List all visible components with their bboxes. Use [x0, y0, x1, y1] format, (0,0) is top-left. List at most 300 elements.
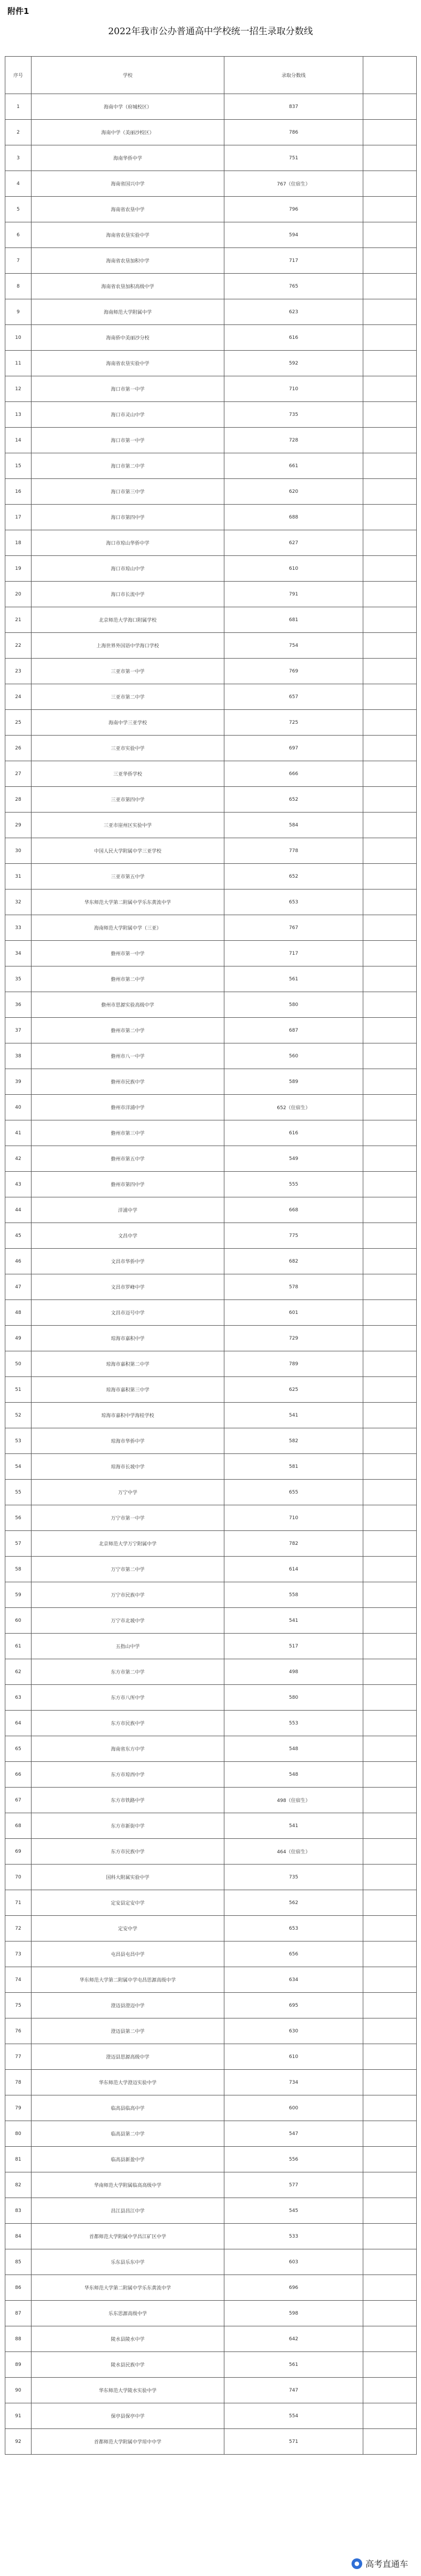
row-index: 33 — [5, 915, 32, 941]
cutoff-score: 778 — [224, 838, 363, 864]
table-row — [5, 1582, 417, 1608]
table-row — [5, 1762, 417, 1788]
cutoff-score: 598 — [224, 2301, 363, 2326]
cutoff-score: 561 — [224, 966, 363, 992]
school-name: 海口市第四中学 — [32, 505, 224, 530]
table-row — [5, 325, 417, 351]
cutoff-score: 616 — [224, 1120, 363, 1146]
school-name: 海南省农垦实验中学 — [32, 351, 224, 376]
table-row — [5, 1095, 417, 1120]
row-index: 22 — [5, 633, 32, 659]
row-note — [363, 1711, 417, 1736]
table-row — [5, 633, 417, 659]
row-note — [363, 556, 417, 582]
row-note — [363, 1531, 417, 1557]
row-note — [363, 582, 417, 607]
cutoff-score: 541 — [224, 1608, 363, 1634]
row-index: 67 — [5, 1788, 32, 1813]
table-row — [5, 556, 417, 582]
school-name: 东方市民族中学 — [32, 1839, 224, 1865]
school-name: 中国人民大学附属中学三亚学校 — [32, 838, 224, 864]
cutoff-score: 601 — [224, 1300, 363, 1326]
row-index: 2 — [5, 120, 32, 145]
cutoff-score: 561 — [224, 2352, 363, 2378]
annex-label: 附件1 — [7, 6, 29, 16]
cutoff-score: 600 — [224, 2095, 363, 2121]
table-row — [5, 428, 417, 453]
row-index: 46 — [5, 1249, 32, 1274]
row-index: 45 — [5, 1223, 32, 1249]
table-row — [5, 992, 417, 1018]
table-row — [5, 1403, 417, 1428]
school-name: 首都师范大学附属中学琼中中学 — [32, 2429, 224, 2455]
score-table — [5, 56, 417, 2455]
row-index: 17 — [5, 505, 32, 530]
row-index: 90 — [5, 2378, 32, 2403]
row-index: 74 — [5, 1967, 32, 1993]
table-row — [5, 2249, 417, 2275]
table-row — [5, 1813, 417, 1839]
cutoff-score: 751 — [224, 145, 363, 171]
school-name: 琼海市嘉积中学 — [32, 1326, 224, 1351]
school-name: 琼海市嘉积第三中学 — [32, 1377, 224, 1403]
table-row — [5, 1197, 417, 1223]
row-index: 30 — [5, 838, 32, 864]
row-index: 86 — [5, 2275, 32, 2301]
row-note — [363, 2378, 417, 2403]
row-note — [363, 1403, 417, 1428]
row-note — [363, 1197, 417, 1223]
cutoff-score: 558 — [224, 1582, 363, 1608]
school-name: 华东师范大学澄迈实验中学 — [32, 2070, 224, 2095]
table-row — [5, 1274, 417, 1300]
school-name: 海南华侨中学 — [32, 145, 224, 171]
school-name: 东方市民族中学 — [32, 1711, 224, 1736]
cutoff-score: 791 — [224, 582, 363, 607]
table-row — [5, 1967, 417, 1993]
row-note — [363, 1608, 417, 1634]
row-index: 75 — [5, 1993, 32, 2018]
row-note — [363, 274, 417, 299]
row-index: 10 — [5, 325, 32, 351]
row-note — [363, 479, 417, 505]
school-name: 儋州市思源实验高级中学 — [32, 992, 224, 1018]
school-name: 儋州市第四中学 — [32, 1172, 224, 1197]
row-note — [363, 710, 417, 736]
table-row — [5, 2044, 417, 2070]
header-school: 学校 — [32, 57, 224, 94]
cutoff-score: 517 — [224, 1634, 363, 1659]
row-note — [363, 1993, 417, 2018]
school-name: 海口市长流中学 — [32, 582, 224, 607]
school-name: 华东师范大学第二附属中学乐东黄流中学 — [32, 889, 224, 915]
school-name: 儋州市洋浦中学 — [32, 1095, 224, 1120]
table-row — [5, 1993, 417, 2018]
school-name: 文昌市迈号中学 — [32, 1300, 224, 1326]
watermark — [348, 2556, 411, 2571]
cutoff-score: 541 — [224, 1403, 363, 1428]
row-index: 47 — [5, 1274, 32, 1300]
table-row — [5, 1557, 417, 1582]
row-note — [363, 2352, 417, 2378]
table-row — [5, 1941, 417, 1967]
table-row — [5, 2172, 417, 2198]
cutoff-score: 710 — [224, 1505, 363, 1531]
school-name: 琼海市嘉积第二中学 — [32, 1351, 224, 1377]
row-index: 65 — [5, 1736, 32, 1762]
table-row — [5, 2378, 417, 2403]
school-name: 三亚市第五中学 — [32, 864, 224, 889]
row-index: 12 — [5, 376, 32, 402]
table-row — [5, 966, 417, 992]
cutoff-score: 652（住宿生） — [224, 1095, 363, 1120]
row-index: 61 — [5, 1634, 32, 1659]
row-index: 42 — [5, 1146, 32, 1172]
table-row — [5, 120, 417, 145]
row-note — [363, 607, 417, 633]
table-row — [5, 2403, 417, 2429]
school-name: 万宁市第二中学 — [32, 1557, 224, 1582]
row-index: 68 — [5, 1813, 32, 1839]
row-note — [363, 1505, 417, 1531]
row-note — [363, 1377, 417, 1403]
row-index: 54 — [5, 1454, 32, 1480]
cutoff-score: 666 — [224, 761, 363, 787]
row-note — [363, 736, 417, 761]
row-index: 24 — [5, 684, 32, 710]
row-index: 4 — [5, 171, 32, 197]
school-name: 屯昌县屯昌中学 — [32, 1941, 224, 1967]
school-name: 澄迈县思源高级中学 — [32, 2044, 224, 2070]
row-note — [363, 2070, 417, 2095]
table-row — [5, 2198, 417, 2224]
row-note — [363, 1018, 417, 1043]
row-note — [363, 1249, 417, 1274]
table-row — [5, 2326, 417, 2352]
row-note — [363, 1146, 417, 1172]
row-index: 27 — [5, 761, 32, 787]
school-name: 海口市琼山华侨中学 — [32, 530, 224, 556]
row-note — [363, 787, 417, 813]
row-note — [363, 966, 417, 992]
cutoff-score: 571 — [224, 2429, 363, 2455]
cutoff-score: 498（住宿生） — [224, 1788, 363, 1813]
cutoff-score: 623 — [224, 299, 363, 325]
school-name: 临高县第二中学 — [32, 2121, 224, 2147]
row-note — [363, 1762, 417, 1788]
cutoff-score: 725 — [224, 710, 363, 736]
table-row — [5, 1069, 417, 1095]
row-note — [363, 2121, 417, 2147]
row-index: 84 — [5, 2224, 32, 2249]
table-row — [5, 1454, 417, 1480]
row-index: 8 — [5, 274, 32, 299]
row-note — [363, 145, 417, 171]
row-index: 91 — [5, 2403, 32, 2429]
table-row — [5, 761, 417, 787]
school-name: 海口市第一中学 — [32, 428, 224, 453]
school-name: 昌江县昌江中学 — [32, 2198, 224, 2224]
row-note — [363, 1813, 417, 1839]
school-name: 三亚市崖州区实验中学 — [32, 813, 224, 838]
school-name: 海南省农垦中学 — [32, 197, 224, 222]
row-index: 77 — [5, 2044, 32, 2070]
cutoff-score: 630 — [224, 2018, 363, 2044]
school-name: 乐东县乐东中学 — [32, 2249, 224, 2275]
table-row — [5, 2429, 417, 2455]
cutoff-score: 653 — [224, 1916, 363, 1941]
school-name: 海南中学（美丽沙校区） — [32, 120, 224, 145]
cutoff-score: 775 — [224, 1223, 363, 1249]
school-name: 海南省东方中学 — [32, 1736, 224, 1762]
row-note — [363, 761, 417, 787]
table-row — [5, 1120, 417, 1146]
school-name: 琼海市长坡中学 — [32, 1454, 224, 1480]
school-name: 定安中学 — [32, 1916, 224, 1941]
table-row — [5, 2352, 417, 2378]
school-name: 文昌中学 — [32, 1223, 224, 1249]
school-name: 海南中学（府城校区） — [32, 94, 224, 120]
school-name: 华东师范大学第二附属中学屯昌思源高级中学 — [32, 1967, 224, 1993]
school-name: 国科大附属实验中学 — [32, 1865, 224, 1890]
row-index: 9 — [5, 299, 32, 325]
row-index: 28 — [5, 787, 32, 813]
cutoff-score: 562 — [224, 1890, 363, 1916]
row-note — [363, 171, 417, 197]
row-note — [363, 2198, 417, 2224]
row-note — [363, 864, 417, 889]
table-row — [5, 1531, 417, 1557]
row-note — [363, 941, 417, 966]
school-name: 华东师范大学陵水实验中学 — [32, 2378, 224, 2403]
row-note — [363, 1274, 417, 1300]
table-row — [5, 864, 417, 889]
table-row — [5, 505, 417, 530]
cutoff-score: 541 — [224, 1813, 363, 1839]
cutoff-score: 754 — [224, 633, 363, 659]
row-note — [363, 1454, 417, 1480]
table-row — [5, 1326, 417, 1351]
school-name: 五指山中学 — [32, 1634, 224, 1659]
row-note — [363, 2249, 417, 2275]
row-note — [363, 1788, 417, 1813]
table-row — [5, 351, 417, 376]
row-note — [363, 2326, 417, 2352]
table-row — [5, 2224, 417, 2249]
cutoff-score: 549 — [224, 1146, 363, 1172]
row-index: 6 — [5, 222, 32, 248]
table-row — [5, 1351, 417, 1377]
table-row — [5, 1377, 417, 1403]
table-row — [5, 1505, 417, 1531]
school-name: 儋州市第五中学 — [32, 1146, 224, 1172]
cutoff-score: 656 — [224, 1941, 363, 1967]
row-index: 55 — [5, 1480, 32, 1505]
table-row — [5, 684, 417, 710]
row-note — [363, 325, 417, 351]
row-index: 89 — [5, 2352, 32, 2378]
row-note — [363, 2224, 417, 2249]
cutoff-score: 556 — [224, 2147, 363, 2172]
cutoff-score: 584 — [224, 813, 363, 838]
school-name: 临高县新盈中学 — [32, 2147, 224, 2172]
cutoff-score: 688 — [224, 505, 363, 530]
row-note — [363, 838, 417, 864]
table-row — [5, 376, 417, 402]
row-note — [363, 1890, 417, 1916]
row-index: 56 — [5, 1505, 32, 1531]
cutoff-score: 555 — [224, 1172, 363, 1197]
row-index: 40 — [5, 1095, 32, 1120]
school-name: 东方市新街中学 — [32, 1813, 224, 1839]
row-index: 19 — [5, 556, 32, 582]
row-index: 49 — [5, 1326, 32, 1351]
school-name: 海南省农垦加积高级中学 — [32, 274, 224, 299]
cutoff-score: 498 — [224, 1659, 363, 1685]
row-index: 53 — [5, 1428, 32, 1454]
school-name: 万宁市第一中学 — [32, 1505, 224, 1531]
cutoff-score: 545 — [224, 2198, 363, 2224]
cutoff-score: 717 — [224, 941, 363, 966]
cutoff-score: 717 — [224, 248, 363, 274]
table-row — [5, 2070, 417, 2095]
cutoff-score: 767（住宿生） — [224, 171, 363, 197]
table-row — [5, 2147, 417, 2172]
school-name: 儋州市第二中学 — [32, 1018, 224, 1043]
cutoff-score: 655 — [224, 1480, 363, 1505]
car-logo-icon: ● — [352, 2558, 362, 2569]
row-note — [363, 2147, 417, 2172]
header-index: 序号 — [5, 57, 32, 94]
row-index: 25 — [5, 710, 32, 736]
cutoff-score: 837 — [224, 94, 363, 120]
cutoff-score: 582 — [224, 1428, 363, 1454]
row-index: 14 — [5, 428, 32, 453]
cutoff-score: 767 — [224, 915, 363, 941]
table-row — [5, 1428, 417, 1454]
cutoff-score: 734 — [224, 2070, 363, 2095]
school-name: 东方市八所中学 — [32, 1685, 224, 1711]
school-name: 琼海市嘉积中学海桂学校 — [32, 1403, 224, 1428]
row-index: 83 — [5, 2198, 32, 2224]
school-name: 琼海市华侨中学 — [32, 1428, 224, 1454]
school-name: 东方市琼西中学 — [32, 1762, 224, 1788]
row-index: 15 — [5, 453, 32, 479]
school-name: 定安县定安中学 — [32, 1890, 224, 1916]
header-score: 录取分数线 — [224, 57, 363, 94]
cutoff-score: 554 — [224, 2403, 363, 2429]
table-row — [5, 530, 417, 556]
table-row — [5, 2301, 417, 2326]
table-row — [5, 1043, 417, 1069]
row-note — [363, 376, 417, 402]
row-note — [363, 813, 417, 838]
table-row — [5, 838, 417, 864]
cutoff-score: 560 — [224, 1043, 363, 1069]
cutoff-score: 735 — [224, 402, 363, 428]
school-name: 华南师范大学附属临高高级中学 — [32, 2172, 224, 2198]
school-name: 海南省农垦实验中学 — [32, 222, 224, 248]
row-note — [363, 2044, 417, 2070]
row-note — [363, 428, 417, 453]
row-index: 76 — [5, 2018, 32, 2044]
cutoff-score: 589 — [224, 1069, 363, 1095]
school-name: 乐东思源高级中学 — [32, 2301, 224, 2326]
cutoff-score: 577 — [224, 2172, 363, 2198]
table-row — [5, 607, 417, 633]
school-name: 澄迈县第二中学 — [32, 2018, 224, 2044]
cutoff-score: 610 — [224, 556, 363, 582]
row-index: 60 — [5, 1608, 32, 1634]
school-name: 陵水县民族中学 — [32, 2352, 224, 2378]
school-name: 海口市第二中学 — [32, 453, 224, 479]
row-note — [363, 94, 417, 120]
table-row — [5, 1916, 417, 1941]
row-index: 85 — [5, 2249, 32, 2275]
row-index: 44 — [5, 1197, 32, 1223]
row-index: 39 — [5, 1069, 32, 1095]
row-note — [363, 1941, 417, 1967]
table-row — [5, 1890, 417, 1916]
cutoff-score: 581 — [224, 1454, 363, 1480]
row-note — [363, 1865, 417, 1890]
row-note — [363, 351, 417, 376]
table-row — [5, 941, 417, 966]
school-name: 陵水县陵水中学 — [32, 2326, 224, 2352]
cutoff-score: 548 — [224, 1736, 363, 1762]
table-row — [5, 1634, 417, 1659]
table-row — [5, 1172, 417, 1197]
cutoff-score: 765 — [224, 274, 363, 299]
row-note — [363, 1223, 417, 1249]
table-row — [5, 1223, 417, 1249]
row-note — [363, 120, 417, 145]
row-note — [363, 1736, 417, 1762]
school-name: 海南侨中美丽沙分校 — [32, 325, 224, 351]
table-row — [5, 1146, 417, 1172]
school-name: 上海世界外国语中学海口学校 — [32, 633, 224, 659]
row-note — [363, 1557, 417, 1582]
row-note — [363, 2429, 417, 2455]
row-index: 79 — [5, 2095, 32, 2121]
table-row — [5, 94, 417, 120]
row-note — [363, 505, 417, 530]
row-note — [363, 1916, 417, 1941]
row-index: 11 — [5, 351, 32, 376]
table-row — [5, 659, 417, 684]
row-index: 73 — [5, 1941, 32, 1967]
table-row — [5, 1788, 417, 1813]
row-note — [363, 2018, 417, 2044]
row-note — [363, 1839, 417, 1865]
cutoff-score: 735 — [224, 1865, 363, 1890]
cutoff-score: 553 — [224, 1711, 363, 1736]
school-name: 三亚华侨学校 — [32, 761, 224, 787]
cutoff-score: 687 — [224, 1018, 363, 1043]
table-row — [5, 2275, 417, 2301]
row-index: 3 — [5, 145, 32, 171]
school-name: 海口市琼山中学 — [32, 556, 224, 582]
cutoff-score: 682 — [224, 1249, 363, 1274]
table-row — [5, 197, 417, 222]
school-name: 万宁市北坡中学 — [32, 1608, 224, 1634]
row-index: 88 — [5, 2326, 32, 2352]
school-name: 首都师范大学附属中学昌江矿区中学 — [32, 2224, 224, 2249]
school-name: 文昌市罗峰中学 — [32, 1274, 224, 1300]
row-index: 62 — [5, 1659, 32, 1685]
school-name: 三亚市第四中学 — [32, 787, 224, 813]
cutoff-score: 729 — [224, 1326, 363, 1351]
